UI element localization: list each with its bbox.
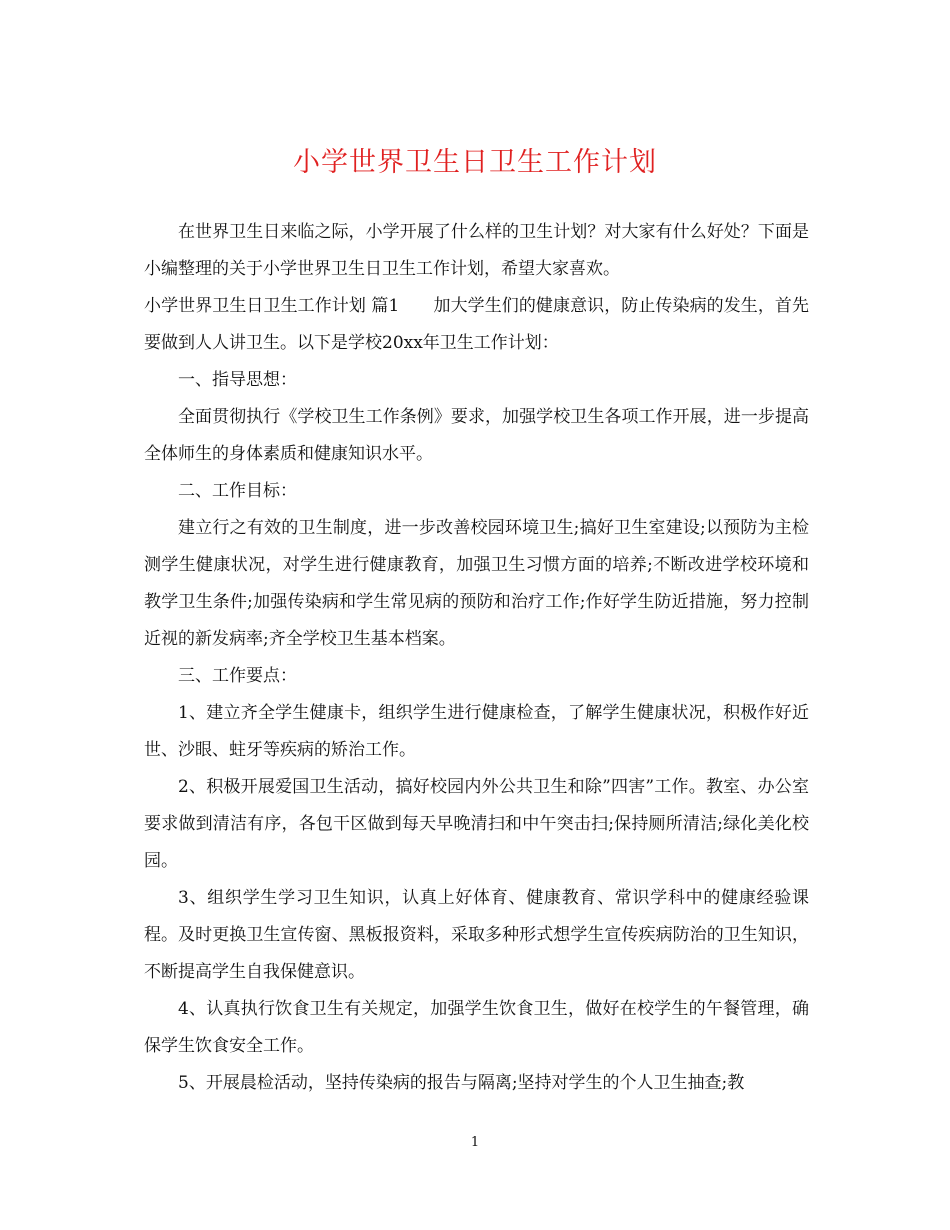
- page-number: 1: [470, 1135, 480, 1150]
- paragraph: 1、建立齐全学生健康卡，组织学生进行健康检查，了解学生健康状况，积极作好近世、沙眼、蛀牙等疾病的矫治工作。: [144, 703, 809, 760]
- paragraph: 4、认真执行饮食卫生有关规定，加强学生饮食卫生，做好在校学生的午餐管理，确保学生饮食安全工作。: [144, 999, 809, 1056]
- paragraph: 一、指导思想：: [178, 370, 297, 390]
- paragraph: 在世界卫生日来临之际，小学开展了什么样的卫生计划？对大家有什么好处？下面是小编整理的关于小学世界卫生日卫生工作计划，希望大家喜欢。: [144, 222, 809, 279]
- paragraph: 二、工作目标：: [178, 481, 297, 501]
- paragraph: 5、开展晨检活动，坚持传染病的报告与隔离;坚持对学生的个人卫生抽查;教: [178, 1073, 745, 1093]
- paragraph: 3、组织学生学习卫生知识，认真上好体育、健康教育、常识学科中的健康经验课程。及时更换卫生宣传窗、黑板报资料，采取多种形式想学生宣传疾病防治的卫生知识，不断提高学生自我保健意识。: [144, 888, 809, 982]
- paragraph: 全面贯彻执行《学校卫生工作条例》要求，加强学校卫生各项工作开展，进一步提高全体师生的身体素质和健康知识水平。: [144, 407, 809, 464]
- paragraph: 建立行之有效的卫生制度，进一步改善校园环境卫生;搞好卫生室建设;以预防为主检测学生健康状况，对学生进行健康教育，加强卫生习惯方面的培养;不断改进学校环境和教学卫生条件;加强传染病和学生常见病的预防和治疗工作;作好学生防近措施，努力控制近视的新发病率;齐全学校卫生基本档案。: [144, 518, 809, 649]
- paragraph: 小学世界卫生日卫生工作计划 篇1 加大学生们的健康意识，防止传染病的发生，首先要做到人人讲卫生。以下是学校20xx年卫生工作计划：: [144, 296, 809, 353]
- document-title: 小学世界卫生日卫生工作计划: [293, 147, 657, 178]
- document-body: [144, 214, 809, 1102]
- paragraph: 三、工作要点：: [178, 666, 297, 686]
- paragraph: 2、积极开展爱国卫生活动，搞好校园内外公共卫生和除”四害”工作。教室、办公室要求做到清洁有序，各包干区做到每天早晚清扫和中午突击扫;保持厕所清洁;绿化美化校园。: [144, 777, 809, 871]
